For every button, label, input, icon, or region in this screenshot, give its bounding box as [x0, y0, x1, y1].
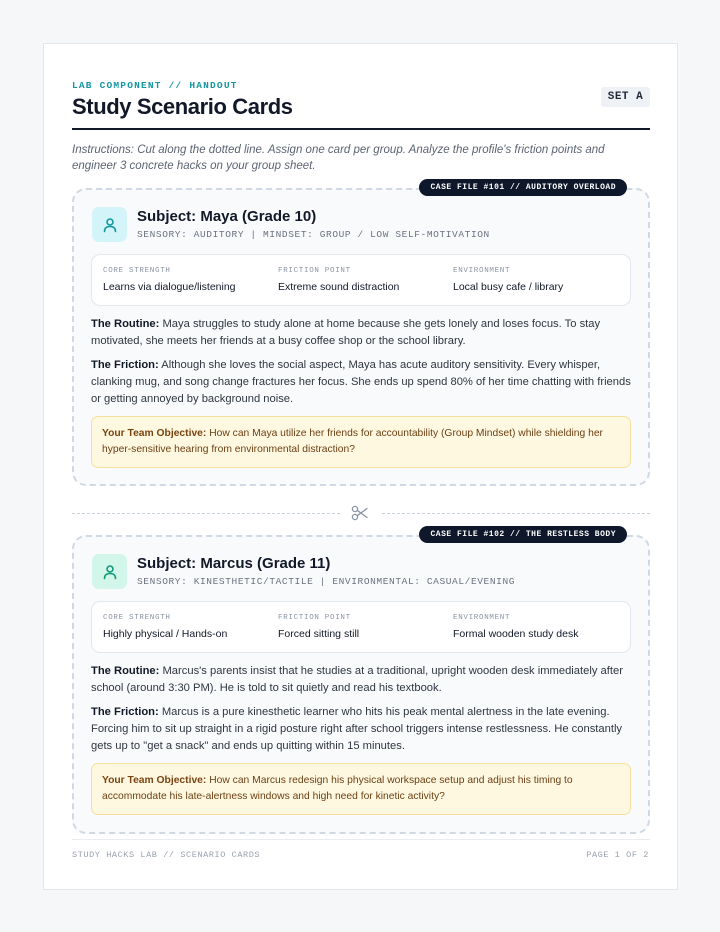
scenario-card-maya — [72, 183, 650, 486]
fact-value: Local busy cafe / library — [453, 281, 564, 293]
fact-label: CORE STRENGTH — [103, 614, 171, 622]
footer-title: STUDY HACKS LAB // SCENARIO CARDS — [72, 850, 261, 860]
objective-label: Your Team Objective: — [102, 428, 207, 439]
fact-label: ENVIRONMENT — [453, 267, 511, 275]
routine-label: The Routine: — [91, 318, 160, 330]
routine-paragraph — [91, 663, 633, 697]
avatar — [92, 554, 127, 589]
cut-line-left — [72, 513, 340, 514]
routine-text: Maya struggles to study alone at home because she gets lonely and loses focus. To stay motivated, she meets her friends at a busy coffee shop or the school library. — [91, 318, 601, 347]
objective-label: Your Team Objective: — [102, 775, 207, 786]
objective-text: How can Maya utilize her friends for accountability (Group Mindset) while shielding her hyper-sensitive hearing from environmental distraction? — [102, 428, 603, 455]
case-file-tag: CASE FILE #101 // AUDITORY OVERLOAD — [419, 179, 627, 196]
fact-value: Forced sitting still — [278, 628, 360, 640]
page-title: Study Scenario Cards — [72, 94, 293, 119]
routine-text: Marcus's parents insist that he studies at a traditional, upright wooden desk immediately after school (around 3:30 PM). He is told to sit quietly and read his textbook. — [91, 665, 623, 694]
routine-label: The Routine: — [91, 665, 160, 677]
eyebrow-label: LAB COMPONENT // HANDOUT — [72, 80, 238, 91]
fact-friction-point — [278, 267, 399, 293]
profile-facts — [91, 254, 631, 306]
fact-value: Extreme sound distraction — [278, 281, 400, 293]
team-objective-box — [91, 763, 631, 815]
footer-divider — [72, 839, 650, 840]
routine-paragraph — [91, 316, 633, 350]
fact-label: CORE STRENGTH — [103, 267, 171, 275]
scenario-card-marcus — [72, 530, 650, 834]
fact-value: Formal wooden study desk — [453, 628, 579, 640]
case-file-tag: CASE FILE #102 // THE RESTLESS BODY — [419, 526, 627, 543]
friction-text: Although she loves the social aspect, Maya has acute auditory sensitivity. Every whisper, clanking mug, and song change fractures her focus. She ends up spend 80% of her time chatting with friends or getting annoyed by background noise. — [91, 359, 631, 405]
fact-core-strength — [103, 614, 227, 640]
instructions-text: Instructions: Cut along the dotted line. Assign one card per group. Analyze the profile's friction points and engineer 3 concrete hacks on your group sheet. — [72, 144, 605, 172]
friction-paragraph — [91, 357, 633, 408]
subject-name: Subject: Marcus (Grade 11) — [137, 555, 331, 572]
friction-text: Marcus is a pure kinesthetic learner who hits his peak mental alertness in the late evening. Forcing him to sit up straight in a rigid posture right after school triggers intense restlessness. He constantly gets up to "get a snack" and ends up quitting within 15 minutes. — [91, 706, 623, 752]
fact-environment — [453, 614, 578, 640]
fact-core-strength — [103, 267, 236, 293]
fact-value: Highly physical / Hands-on — [103, 628, 228, 640]
fact-environment — [453, 267, 563, 293]
team-objective-box — [91, 416, 631, 468]
scissors-icon — [351, 505, 369, 521]
friction-paragraph — [91, 704, 633, 755]
title-divider — [72, 128, 650, 130]
subject-name: Subject: Maya (Grade 10) — [137, 208, 317, 225]
person-icon — [102, 217, 118, 233]
handout-sheet — [43, 43, 678, 890]
set-badge: SET A — [601, 87, 650, 107]
objective-text: How can Marcus redesign his physical workspace setup and adjust his timing to accommodate his late-alertness windows and high need for kinetic activity? — [102, 775, 573, 802]
subject-profile-meta: SENSORY: AUDITORY | MINDSET: GROUP / LOW SELF-MOTIVATION — [137, 229, 490, 240]
avatar — [92, 207, 127, 242]
subject-profile-meta: SENSORY: KINESTHETIC/TACTILE | ENVIRONMENTAL: CASUAL/EVENING — [137, 576, 516, 587]
fact-label: FRICTION POINT — [278, 267, 351, 275]
cut-line-right — [382, 513, 650, 514]
fact-label: FRICTION POINT — [278, 614, 351, 622]
page-number: PAGE 1 OF 2 — [586, 850, 649, 860]
fact-value: Learns via dialogue/listening — [103, 281, 236, 293]
person-icon — [102, 564, 118, 580]
profile-facts — [91, 601, 631, 653]
friction-label: The Friction: — [91, 359, 159, 371]
friction-label: The Friction: — [91, 706, 159, 718]
fact-label: ENVIRONMENT — [453, 614, 511, 622]
fact-friction-point — [278, 614, 359, 640]
